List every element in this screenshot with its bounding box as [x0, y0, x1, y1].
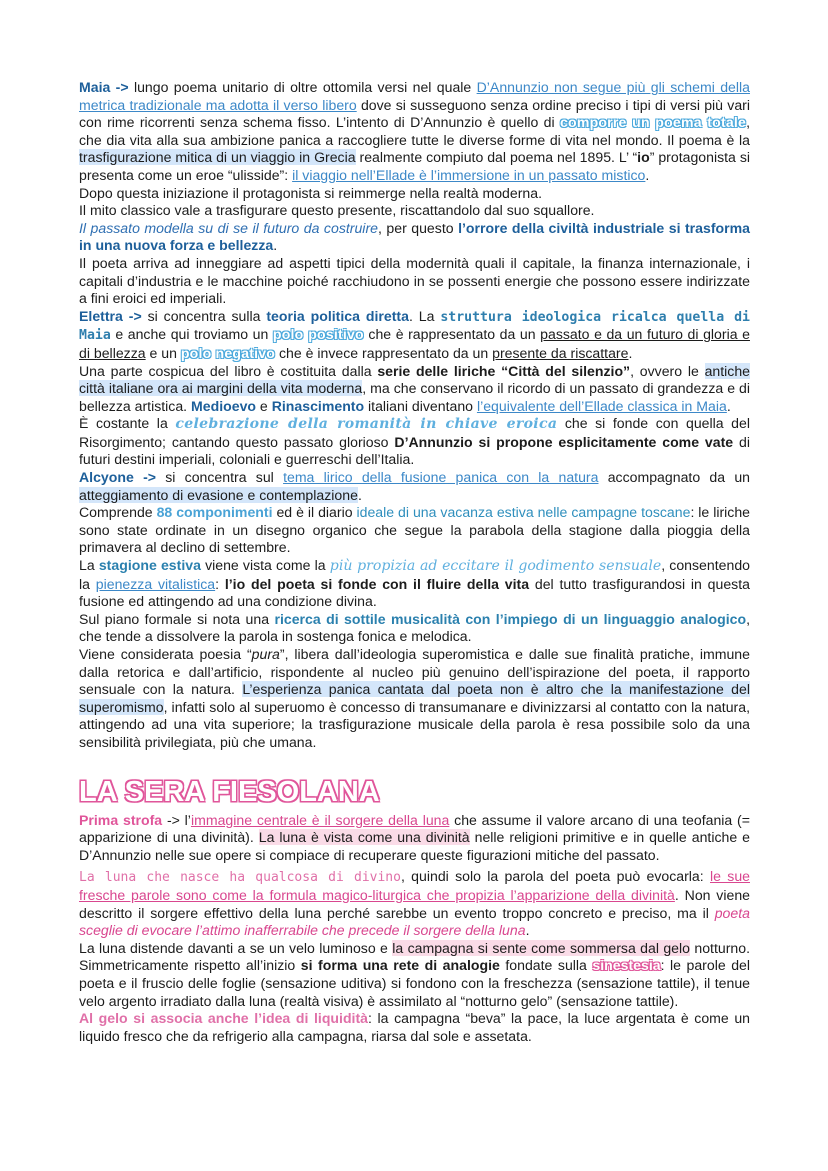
term-alcyone: Alcyone ->: [79, 469, 156, 486]
bold-rete-analogie: si forma una rete di analogie: [300, 957, 500, 974]
highlight-evasione: atteggiamento di evasione e contemplazione: [79, 486, 358, 503]
outlined-sinestesia: sinestesia: [592, 957, 661, 974]
text: che si fonde con quella del Risorgimento; cantando questo passato glorioso: [79, 415, 750, 450]
mono-luna-nasce: La luna che nasce ha qualcosa di divino: [79, 870, 401, 886]
text: -> l’: [162, 811, 191, 828]
text: lungo poema unitario di oltre ottomila versi nel quale: [128, 79, 477, 95]
paragraph-poesia-pura: [79, 646, 750, 752]
text: che è invece rappresentato da un: [275, 344, 493, 361]
text: di futuri destini imperiali, coloniali e guerreschi dell’Italia.: [79, 433, 750, 468]
paragraph-stagione-estiva: [79, 557, 750, 611]
link-pienezza-vitalistica: pienezza vitalistica: [95, 575, 216, 592]
text: , ovvero le: [630, 362, 705, 379]
text: dove si susseguono senza ordine preciso i tipi di versi più vari con rime ricorrenti senza schema fisso. L’intento di D’Annunzio è quello di: [79, 96, 750, 131]
text: .: [726, 397, 731, 414]
text: notturno. Simmetricamente rispetto all’inizio: [79, 939, 750, 974]
text: italiani diventano: [364, 397, 477, 414]
paragraph-prima-strofa: [79, 812, 750, 865]
text: e anche qui troviamo un: [110, 326, 273, 343]
underline-immagine-centrale: immagine centrale è il sorgere della luna: [190, 811, 450, 828]
text: , infatti solo al superuomo è concesso di transumanare e divinizzarsi al contatto con la natura, attingendo ad una vita superiore; la trasfigurazione musicale della parola è resa possibile solo da una sensibilità privilegiata, più che umana.: [79, 698, 750, 750]
text: È costante la: [79, 415, 176, 432]
underline-presente-riscattare: presente da riscattare: [492, 344, 629, 361]
paragraph-modernita: Il poeta arriva ad inneggiare ad aspetti tipici della modernità quali il capitale, la finanza internazionale, i capitali d’industria e le macchine poiché racchiudono in se possenti energie che possono essere indirizzate a fini eroici ed imperiali.: [79, 254, 750, 307]
text: ”, libera dall’ideologia superomistica e dalle sue finalità pratiche, immune dalla retorica e dall’artificio, rispondente al nucleo più genuino dell’ispirazione del poeta, il rapporto sensuale con la natura.: [79, 646, 750, 698]
outlined-polo-negativo: polo negativo: [180, 344, 276, 361]
text: .: [645, 166, 650, 183]
bold-citta-silenzio: serie delle liriche “Città del silenzio”: [377, 362, 631, 379]
outlined-polo-positivo: polo positivo: [272, 326, 364, 343]
outlined-poema-totale: comporre un poema totale: [559, 114, 747, 131]
text: : la campagna “beva” la pace, la luce argentata è come un liquido fresco che da refrigerio alla campagna, riarsa dal sole e assetata.: [79, 1010, 750, 1044]
count-componimenti: 88 componimenti: [156, 504, 273, 521]
text: , consentendo la: [79, 557, 751, 592]
paragraph-piano-formale: [79, 611, 750, 646]
text: e un: [145, 344, 181, 361]
text: , ma che conservano il ricordo di un passato di grandezza e di bellezza artistica.: [79, 380, 751, 414]
paragraph-citta-silenzio: [79, 363, 750, 416]
highlight-antiche-citta: antiche città italiane ora ai margini della vita moderna: [79, 362, 751, 397]
paragraph-liquidita: [79, 1010, 750, 1045]
text: fondate sulla: [499, 957, 593, 974]
highlight-esperienza-panica: L’esperienza panica cantata dal poeta non è altro che la manifestazione del superomismo: [79, 681, 750, 715]
text: .: [273, 237, 278, 254]
paragraph-iniziazione: Dopo questa iniziazione il protagonista si reimmerge nella realtà moderna.: [79, 184, 542, 201]
text: . La: [408, 307, 441, 324]
text: accompagnato da un: [598, 469, 750, 486]
term-gelo-liquidita: Al gelo si associa anche l’idea di liquidità: [79, 1010, 369, 1027]
italic-passato-modella: Il passato modella su di se il futuro da costruire: [79, 219, 378, 236]
text: , quindi solo la parola del poeta può evocarla:: [400, 868, 710, 885]
text: , per questo: [377, 219, 459, 236]
term-elettra: Elettra ->: [79, 307, 142, 324]
bold-teoria-politica: teoria politica diretta: [266, 307, 409, 324]
text: . Non viene descritto il sorgere effettivo della luna perché sarebbe un evento troppo concreto e preciso, ma il: [79, 886, 750, 921]
decorative-celebrazione: celebrazione della romanità in chiave eroica: [175, 416, 558, 433]
text: Viene considerata poesia “: [79, 646, 252, 662]
underline-passato-futuro: passato e da un futuro di gloria e di bellezza: [79, 326, 750, 361]
highlight-campagna-gelo: la campagna si sente come sommersa dal gelo: [392, 939, 690, 956]
term-io: io: [637, 149, 650, 166]
text: si concentra sul: [156, 469, 284, 486]
link-verso-libero: D’Annunzio non segue più gli schemi della metrica tradizionale ma adotta il verso libero: [79, 79, 750, 113]
text: La: [79, 557, 99, 574]
paragraph-romanita: [79, 415, 750, 469]
link-viaggio-ellade: il viaggio nell’Ellade è l’immersione in un passato mistico: [292, 166, 646, 183]
section-title: LA SERA FIESOLANA: [79, 775, 380, 808]
teal-vacanza-estiva: ideale di una vacanza estiva nelle campagne toscane: [356, 504, 691, 521]
text: :: [215, 575, 225, 592]
bold-io-poeta: l’io del poeta si fonde con il fluire della vita: [224, 575, 530, 592]
italic-pura: pura: [251, 646, 280, 662]
paragraph-alcyone: [79, 469, 750, 504]
term-medioevo: Medioevo: [191, 397, 257, 414]
text: ” protagonista si presenta come un eroe “ulisside”:: [79, 149, 750, 183]
text: realmente compiuto dal poema nel 1895. L’ “: [355, 149, 638, 166]
text: che è rappresentato da un: [363, 326, 541, 343]
text: , che tende a dissolvere la parola in sostenga fonica e melodica.: [79, 610, 751, 645]
text: e: [256, 397, 272, 414]
text: nelle religioni primitive e in quelle antiche e D’Annunzio nelle sue opere si compiace di recuperare queste figurazioni mitiche del passato.: [79, 829, 751, 863]
text: Comprende: [79, 504, 157, 521]
paragraph-passato-futuro: [79, 220, 750, 255]
bold-stagione-estiva: stagione estiva: [98, 557, 201, 574]
bold-dannunzio-vate: D’Annunzio si propone esplicitamente come vate: [394, 433, 734, 450]
paragraph-elettra: [79, 308, 750, 363]
highlight-viaggio-grecia: trasfigurazione mitica di un viaggio in Grecia: [79, 149, 356, 166]
bold-orrore-civilta: l’orrore della civiltà industriale si trasforma in una nuova forza e bellezza: [79, 219, 750, 254]
mono-struttura-ideologica: struttura ideologica ricalca quella di Maia: [79, 309, 750, 344]
bold-musicalita: ricerca di sottile musicalità con l’impiego di un linguaggio analogico: [274, 610, 747, 627]
paragraph-componimenti: [79, 504, 750, 557]
text: .: [628, 344, 633, 361]
text: si concentra sulla: [141, 307, 267, 324]
term-prima-strofa: Prima strofa: [79, 811, 163, 828]
text: ed è il diario: [272, 504, 357, 521]
text: che assume il valore arcano di una teofania (= apparizione di una divinità).: [79, 811, 750, 846]
text: del tutto trasfigurandosi in questa fusione ed attingendo ad una condizione divina.: [79, 575, 750, 610]
text: .: [525, 922, 530, 939]
text: : le liriche sono state ordinate in un disegno organico che segue la parabola della stagione dalla pioggia della primavera al declino di settembre.: [79, 504, 751, 556]
paragraph-mito-classico: Il mito classico vale a trasfigurare questo presente, riscattandolo dal suo squallore.: [79, 202, 595, 219]
text: Sul piano formale si nota una: [79, 610, 275, 627]
term-rinascimento: Rinascimento: [271, 397, 365, 414]
link-equivalente-ellade: l’equivalente dell’Ellade classica in Maia: [476, 397, 727, 414]
paragraph-maia: [79, 79, 750, 185]
text: .: [357, 486, 362, 503]
text: viene vista come la: [200, 557, 330, 574]
paragraph-velo-luminoso: [79, 940, 750, 1010]
italic-godimento-sensuale: più propizia ad eccitare il godimento sensuale: [329, 558, 662, 575]
text: La luna distende davanti a se un velo luminoso e: [79, 939, 393, 956]
notes-body: [79, 79, 750, 1045]
term-maia: Maia ->: [79, 79, 129, 95]
link-tema-lirico: tema lirico della fusione panica con la natura: [283, 469, 599, 486]
text: , che dia vita alla sua ambizione panica a raccogliere tutte le diverse forme di vita nel mondo. Il poema è la: [79, 114, 750, 148]
text: : le parole del poeta e il fruscio delle foglie (sensazione uditiva) si fondono con la freschezza (sensazione tattile), il tenue velo argento irradiato dalla luna (realtà visiva) è assimilato al “notturno gelo” (sensazione tattile).: [79, 957, 751, 1009]
highlight-luna-divinita: La luna è vista come una divinità: [258, 829, 470, 846]
text: Una parte cospicua del libro è costituita dalla: [79, 362, 378, 379]
paragraph-luna-divina: [79, 868, 750, 939]
underline-fresche-parole: le sue fresche parole sono come la formula magico-liturgica che propizia l’apparizione della divinità: [79, 868, 750, 903]
italic-attimo-inafferrabile: poeta sceglie di evocare l’attimo inafferrabile che precede il sorgere della luna: [79, 904, 750, 939]
